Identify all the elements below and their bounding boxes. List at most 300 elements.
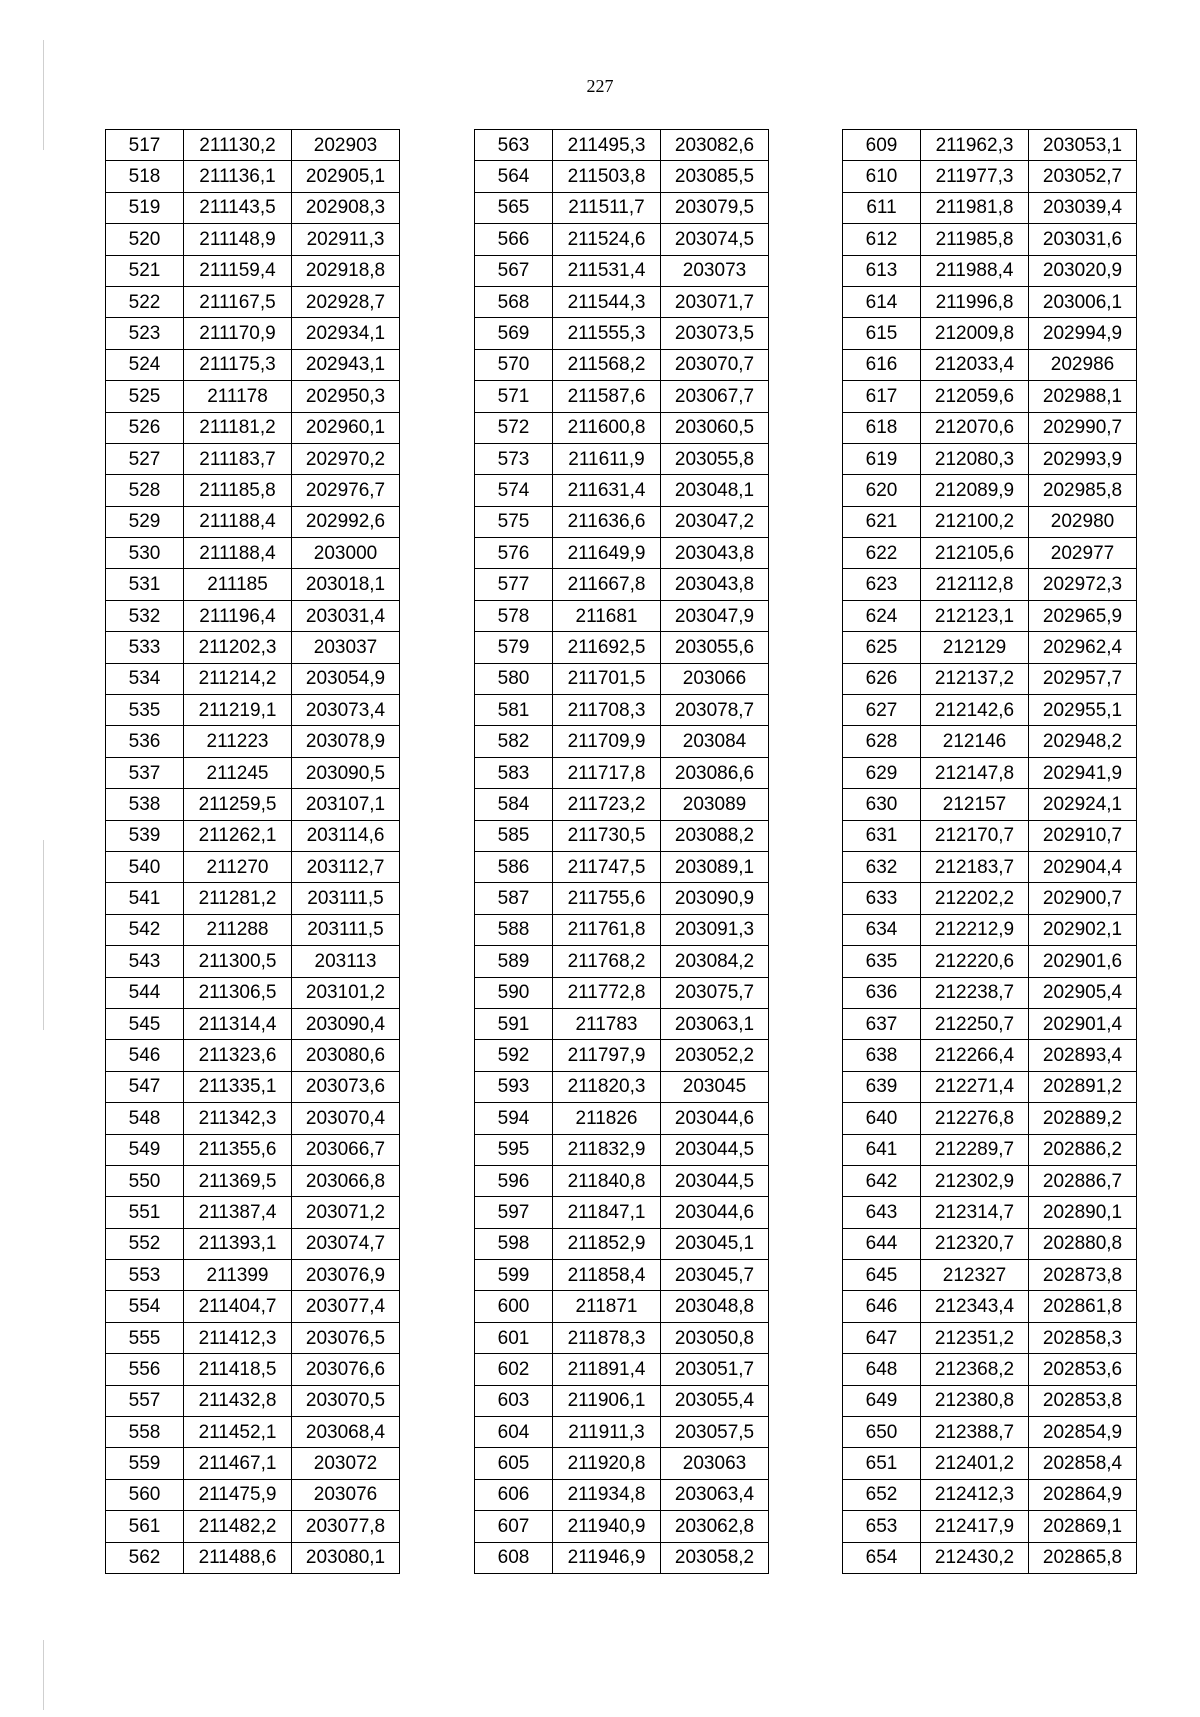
table-row <box>106 1385 400 1416</box>
x-coordinate-cell: 211826 <box>553 1103 661 1134</box>
table-row <box>843 1291 1137 1322</box>
y-coordinate-cell: 202886,2 <box>1029 1134 1137 1165</box>
point-number-cell: 587 <box>475 883 553 914</box>
x-coordinate-cell: 211708,3 <box>553 695 661 726</box>
point-number-cell: 590 <box>475 977 553 1008</box>
y-coordinate-cell: 203079,5 <box>661 192 769 223</box>
y-coordinate-cell: 203112,7 <box>292 851 400 882</box>
x-coordinate-cell: 212183,7 <box>921 851 1029 882</box>
y-coordinate-cell: 202993,9 <box>1029 443 1137 474</box>
x-coordinate-cell: 211847,1 <box>553 1197 661 1228</box>
table-row <box>843 349 1137 380</box>
y-coordinate-cell: 202957,7 <box>1029 663 1137 694</box>
point-number-cell: 623 <box>843 569 921 600</box>
y-coordinate-cell: 203066 <box>661 663 769 694</box>
point-number-cell: 548 <box>106 1103 184 1134</box>
point-number-cell: 572 <box>475 412 553 443</box>
point-number-cell: 619 <box>843 443 921 474</box>
y-coordinate-cell: 202905,1 <box>292 161 400 192</box>
point-number-cell: 647 <box>843 1322 921 1353</box>
point-number-cell: 518 <box>106 161 184 192</box>
x-coordinate-cell: 211196,4 <box>184 600 292 631</box>
x-coordinate-cell: 211314,4 <box>184 1008 292 1039</box>
x-coordinate-cell: 212238,7 <box>921 977 1029 1008</box>
x-coordinate-cell: 211143,5 <box>184 192 292 223</box>
y-coordinate-cell: 202902,1 <box>1029 914 1137 945</box>
table-row <box>106 600 400 631</box>
point-number-cell: 622 <box>843 538 921 569</box>
y-coordinate-cell: 202861,8 <box>1029 1291 1137 1322</box>
point-number-cell: 539 <box>106 820 184 851</box>
point-number-cell: 625 <box>843 632 921 663</box>
x-coordinate-cell: 212327 <box>921 1260 1029 1291</box>
y-coordinate-cell: 202908,3 <box>292 192 400 223</box>
point-number-cell: 588 <box>475 914 553 945</box>
point-number-cell: 550 <box>106 1165 184 1196</box>
y-coordinate-cell: 203047,2 <box>661 506 769 537</box>
x-coordinate-cell: 211170,9 <box>184 318 292 349</box>
x-coordinate-cell: 211335,1 <box>184 1071 292 1102</box>
table-row <box>475 1385 769 1416</box>
table-row <box>843 695 1137 726</box>
y-coordinate-cell: 203084 <box>661 726 769 757</box>
point-number-cell: 557 <box>106 1385 184 1416</box>
x-coordinate-cell: 212351,2 <box>921 1322 1029 1353</box>
x-coordinate-cell: 211188,4 <box>184 538 292 569</box>
point-number-cell: 642 <box>843 1165 921 1196</box>
x-coordinate-cell: 211130,2 <box>184 130 292 161</box>
table-row <box>475 1448 769 1479</box>
y-coordinate-cell: 203073,5 <box>661 318 769 349</box>
y-coordinate-cell: 202948,2 <box>1029 726 1137 757</box>
table-row <box>843 1354 1137 1385</box>
y-coordinate-cell: 203111,5 <box>292 883 400 914</box>
table-row <box>106 1448 400 1479</box>
point-number-cell: 544 <box>106 977 184 1008</box>
y-coordinate-cell: 202943,1 <box>292 349 400 380</box>
x-coordinate-cell: 211636,6 <box>553 506 661 537</box>
point-number-cell: 634 <box>843 914 921 945</box>
x-coordinate-cell: 212170,7 <box>921 820 1029 851</box>
x-coordinate-cell: 211667,8 <box>553 569 661 600</box>
x-coordinate-cell: 211996,8 <box>921 286 1029 317</box>
table-row <box>106 1165 400 1196</box>
table-row <box>843 443 1137 474</box>
y-coordinate-cell: 203043,8 <box>661 569 769 600</box>
point-number-cell: 562 <box>106 1542 184 1573</box>
y-coordinate-cell: 203000 <box>292 538 400 569</box>
x-coordinate-cell: 211387,4 <box>184 1197 292 1228</box>
x-coordinate-cell: 212202,2 <box>921 883 1029 914</box>
point-number-cell: 554 <box>106 1291 184 1322</box>
y-coordinate-cell: 203071,7 <box>661 286 769 317</box>
point-number-cell: 573 <box>475 443 553 474</box>
x-coordinate-cell: 212271,4 <box>921 1071 1029 1102</box>
point-number-cell: 614 <box>843 286 921 317</box>
x-coordinate-cell: 211797,9 <box>553 1040 661 1071</box>
point-number-cell: 565 <box>475 192 553 223</box>
point-number-cell: 601 <box>475 1322 553 1353</box>
point-number-cell: 579 <box>475 632 553 663</box>
table-row <box>475 977 769 1008</box>
point-number-cell: 545 <box>106 1008 184 1039</box>
page-number: 227 <box>586 76 614 96</box>
y-coordinate-cell: 203073 <box>661 255 769 286</box>
table-row <box>843 977 1137 1008</box>
table-row <box>106 789 400 820</box>
point-number-cell: 639 <box>843 1071 921 1102</box>
x-coordinate-cell: 211906,1 <box>553 1385 661 1416</box>
x-coordinate-cell: 211692,5 <box>553 632 661 663</box>
y-coordinate-cell: 202972,3 <box>1029 569 1137 600</box>
y-coordinate-cell: 203090,4 <box>292 1008 400 1039</box>
y-coordinate-cell: 203090,9 <box>661 883 769 914</box>
y-coordinate-cell: 203070,7 <box>661 349 769 380</box>
table-row <box>475 381 769 412</box>
x-coordinate-cell: 212430,2 <box>921 1542 1029 1573</box>
table-row <box>843 412 1137 443</box>
table-row <box>843 1448 1137 1479</box>
point-number-cell: 621 <box>843 506 921 537</box>
table-row <box>843 286 1137 317</box>
x-coordinate-cell: 212266,4 <box>921 1040 1029 1071</box>
x-coordinate-cell: 211717,8 <box>553 757 661 788</box>
y-coordinate-cell: 202869,1 <box>1029 1511 1137 1542</box>
x-coordinate-cell: 211452,1 <box>184 1417 292 1448</box>
y-coordinate-cell: 203045,1 <box>661 1228 769 1259</box>
x-coordinate-cell: 212080,3 <box>921 443 1029 474</box>
table-row <box>475 632 769 663</box>
point-number-cell: 618 <box>843 412 921 443</box>
point-number-cell: 638 <box>843 1040 921 1071</box>
table-row <box>106 851 400 882</box>
x-coordinate-cell: 211730,5 <box>553 820 661 851</box>
y-coordinate-cell: 202965,9 <box>1029 600 1137 631</box>
table-row <box>106 569 400 600</box>
table-row <box>843 130 1137 161</box>
table-row <box>843 726 1137 757</box>
x-coordinate-cell: 211495,3 <box>553 130 661 161</box>
point-number-cell: 595 <box>475 1134 553 1165</box>
y-coordinate-cell: 203060,5 <box>661 412 769 443</box>
x-coordinate-cell: 211555,3 <box>553 318 661 349</box>
point-number-cell: 624 <box>843 600 921 631</box>
table-row <box>843 600 1137 631</box>
y-coordinate-cell: 203070,4 <box>292 1103 400 1134</box>
table-row <box>106 1071 400 1102</box>
y-coordinate-cell: 202941,9 <box>1029 757 1137 788</box>
x-coordinate-cell: 212123,1 <box>921 600 1029 631</box>
coordinates-table-3 <box>842 129 1137 1574</box>
y-coordinate-cell: 202864,9 <box>1029 1479 1137 1510</box>
y-coordinate-cell: 202901,4 <box>1029 1008 1137 1039</box>
x-coordinate-cell: 211300,5 <box>184 946 292 977</box>
table-row <box>106 475 400 506</box>
x-coordinate-cell: 212368,2 <box>921 1354 1029 1385</box>
x-coordinate-cell: 212302,9 <box>921 1165 1029 1196</box>
table-row <box>475 161 769 192</box>
point-number-cell: 640 <box>843 1103 921 1134</box>
point-number-cell: 523 <box>106 318 184 349</box>
x-coordinate-cell: 211852,9 <box>553 1228 661 1259</box>
x-coordinate-cell: 212320,7 <box>921 1228 1029 1259</box>
table-row <box>475 1291 769 1322</box>
point-number-cell: 556 <box>106 1354 184 1385</box>
y-coordinate-cell: 203048,8 <box>661 1291 769 1322</box>
point-number-cell: 613 <box>843 255 921 286</box>
y-coordinate-cell: 203085,5 <box>661 161 769 192</box>
y-coordinate-cell: 203072 <box>292 1448 400 1479</box>
table-row <box>106 1103 400 1134</box>
y-coordinate-cell: 203076,5 <box>292 1322 400 1353</box>
table-row <box>475 1354 769 1385</box>
table-row <box>843 569 1137 600</box>
x-coordinate-cell: 212105,6 <box>921 538 1029 569</box>
y-coordinate-cell: 202990,7 <box>1029 412 1137 443</box>
table-row <box>475 695 769 726</box>
x-coordinate-cell: 212059,6 <box>921 381 1029 412</box>
y-coordinate-cell: 202985,8 <box>1029 475 1137 506</box>
table-row <box>475 349 769 380</box>
table-row <box>475 1511 769 1542</box>
table-row <box>475 1103 769 1134</box>
y-coordinate-cell: 203051,7 <box>661 1354 769 1385</box>
table-row <box>475 789 769 820</box>
x-coordinate-cell: 211223 <box>184 726 292 757</box>
y-coordinate-cell: 203078,7 <box>661 695 769 726</box>
table-row <box>475 1197 769 1228</box>
point-number-cell: 537 <box>106 757 184 788</box>
y-coordinate-cell: 203089,1 <box>661 851 769 882</box>
y-coordinate-cell: 203091,3 <box>661 914 769 945</box>
x-coordinate-cell: 211772,8 <box>553 977 661 1008</box>
point-number-cell: 520 <box>106 224 184 255</box>
x-coordinate-cell: 211985,8 <box>921 224 1029 255</box>
x-coordinate-cell: 211600,8 <box>553 412 661 443</box>
point-number-cell: 593 <box>475 1071 553 1102</box>
point-number-cell: 598 <box>475 1228 553 1259</box>
y-coordinate-cell: 203063,4 <box>661 1479 769 1510</box>
y-coordinate-cell: 203101,2 <box>292 977 400 1008</box>
table-row <box>843 1260 1137 1291</box>
point-number-cell: 540 <box>106 851 184 882</box>
point-number-cell: 584 <box>475 789 553 820</box>
y-coordinate-cell: 203107,1 <box>292 789 400 820</box>
table-row <box>475 1228 769 1259</box>
x-coordinate-cell: 211281,2 <box>184 883 292 914</box>
y-coordinate-cell: 203048,1 <box>661 475 769 506</box>
table-row <box>843 663 1137 694</box>
point-number-cell: 603 <box>475 1385 553 1416</box>
y-coordinate-cell: 202955,1 <box>1029 695 1137 726</box>
table-row <box>106 224 400 255</box>
y-coordinate-cell: 203088,2 <box>661 820 769 851</box>
table-row <box>475 192 769 223</box>
table-row <box>475 1134 769 1165</box>
table-row <box>106 977 400 1008</box>
point-number-cell: 631 <box>843 820 921 851</box>
table-row <box>475 946 769 977</box>
x-coordinate-cell: 211185,8 <box>184 475 292 506</box>
y-coordinate-cell: 203073,4 <box>292 695 400 726</box>
y-coordinate-cell: 202960,1 <box>292 412 400 443</box>
table-row <box>843 224 1137 255</box>
x-coordinate-cell: 211709,9 <box>553 726 661 757</box>
x-coordinate-cell: 211681 <box>553 600 661 631</box>
point-number-cell: 602 <box>475 1354 553 1385</box>
x-coordinate-cell: 212388,7 <box>921 1417 1029 1448</box>
point-number-cell: 612 <box>843 224 921 255</box>
y-coordinate-cell: 203086,6 <box>661 757 769 788</box>
point-number-cell: 585 <box>475 820 553 851</box>
table-row <box>106 443 400 474</box>
table-row <box>475 1165 769 1196</box>
point-number-cell: 567 <box>475 255 553 286</box>
x-coordinate-cell: 211940,9 <box>553 1511 661 1542</box>
x-coordinate-cell: 211393,1 <box>184 1228 292 1259</box>
point-number-cell: 564 <box>475 161 553 192</box>
table-row <box>106 1008 400 1039</box>
x-coordinate-cell: 212033,4 <box>921 349 1029 380</box>
table-row <box>843 632 1137 663</box>
table-row <box>475 600 769 631</box>
point-number-cell: 652 <box>843 1479 921 1510</box>
point-number-cell: 552 <box>106 1228 184 1259</box>
x-coordinate-cell: 212112,8 <box>921 569 1029 600</box>
y-coordinate-cell: 203063 <box>661 1448 769 1479</box>
table-row <box>106 192 400 223</box>
x-coordinate-cell: 211323,6 <box>184 1040 292 1071</box>
y-coordinate-cell: 203073,6 <box>292 1071 400 1102</box>
table-row <box>843 318 1137 349</box>
table-row <box>843 1511 1137 1542</box>
table-row <box>843 757 1137 788</box>
x-coordinate-cell: 211270 <box>184 851 292 882</box>
point-number-cell: 546 <box>106 1040 184 1071</box>
point-number-cell: 609 <box>843 130 921 161</box>
table-row <box>843 851 1137 882</box>
y-coordinate-cell: 202980 <box>1029 506 1137 537</box>
x-coordinate-cell: 211631,4 <box>553 475 661 506</box>
table-row <box>475 1040 769 1071</box>
x-coordinate-cell: 212220,6 <box>921 946 1029 977</box>
point-number-cell: 568 <box>475 286 553 317</box>
x-coordinate-cell: 211148,9 <box>184 224 292 255</box>
table-row <box>843 475 1137 506</box>
point-number-cell: 530 <box>106 538 184 569</box>
x-coordinate-cell: 211475,9 <box>184 1479 292 1510</box>
y-coordinate-cell: 203053,1 <box>1029 130 1137 161</box>
x-coordinate-cell: 212100,2 <box>921 506 1029 537</box>
x-coordinate-cell: 212380,8 <box>921 1385 1029 1416</box>
scan-line <box>43 1640 44 1710</box>
point-number-cell: 571 <box>475 381 553 412</box>
y-coordinate-cell: 202918,8 <box>292 255 400 286</box>
x-coordinate-cell: 211723,2 <box>553 789 661 820</box>
point-number-cell: 582 <box>475 726 553 757</box>
x-coordinate-cell: 211934,8 <box>553 1479 661 1510</box>
table-row <box>106 1291 400 1322</box>
y-coordinate-cell: 202911,3 <box>292 224 400 255</box>
table-row <box>475 286 769 317</box>
table-row <box>475 883 769 914</box>
y-coordinate-cell: 203077,8 <box>292 1511 400 1542</box>
table-row <box>843 1071 1137 1102</box>
point-number-cell: 650 <box>843 1417 921 1448</box>
table-row <box>475 1417 769 1448</box>
x-coordinate-cell: 211783 <box>553 1008 661 1039</box>
table-row <box>843 1165 1137 1196</box>
point-number-cell: 534 <box>106 663 184 694</box>
x-coordinate-cell: 211920,8 <box>553 1448 661 1479</box>
table-row <box>106 1134 400 1165</box>
x-coordinate-cell: 211136,1 <box>184 161 292 192</box>
table-row <box>843 538 1137 569</box>
x-coordinate-cell: 211832,9 <box>553 1134 661 1165</box>
point-number-cell: 524 <box>106 349 184 380</box>
y-coordinate-cell: 203037 <box>292 632 400 663</box>
y-coordinate-cell: 203066,7 <box>292 1134 400 1165</box>
table-row <box>106 820 400 851</box>
x-coordinate-cell: 212289,7 <box>921 1134 1029 1165</box>
y-coordinate-cell: 203066,8 <box>292 1165 400 1196</box>
y-coordinate-cell: 203089 <box>661 789 769 820</box>
point-number-cell: 560 <box>106 1479 184 1510</box>
x-coordinate-cell: 211981,8 <box>921 192 1029 223</box>
point-number-cell: 633 <box>843 883 921 914</box>
table-row <box>475 1322 769 1353</box>
x-coordinate-cell: 211878,3 <box>553 1322 661 1353</box>
point-number-cell: 549 <box>106 1134 184 1165</box>
y-coordinate-cell: 203077,4 <box>292 1291 400 1322</box>
y-coordinate-cell: 203039,4 <box>1029 192 1137 223</box>
table-row <box>106 946 400 977</box>
table-row <box>475 569 769 600</box>
table-row <box>106 349 400 380</box>
scan-line <box>43 840 44 1030</box>
table-row <box>475 506 769 537</box>
table-row <box>475 1008 769 1039</box>
point-number-cell: 522 <box>106 286 184 317</box>
point-number-cell: 580 <box>475 663 553 694</box>
table-row <box>475 130 769 161</box>
point-number-cell: 570 <box>475 349 553 380</box>
x-coordinate-cell: 211412,3 <box>184 1322 292 1353</box>
table-row <box>843 1385 1137 1416</box>
y-coordinate-cell: 203062,8 <box>661 1511 769 1542</box>
table-row <box>843 946 1137 977</box>
x-coordinate-cell: 211820,3 <box>553 1071 661 1102</box>
coordinates-table-2 <box>474 129 769 1574</box>
x-coordinate-cell: 212146 <box>921 726 1029 757</box>
y-coordinate-cell: 202858,3 <box>1029 1322 1137 1353</box>
y-coordinate-cell: 203043,8 <box>661 538 769 569</box>
table-row <box>475 820 769 851</box>
point-number-cell: 607 <box>475 1511 553 1542</box>
y-coordinate-cell: 202910,7 <box>1029 820 1137 851</box>
y-coordinate-cell: 202853,6 <box>1029 1354 1137 1385</box>
x-coordinate-cell: 211544,3 <box>553 286 661 317</box>
table-row <box>843 506 1137 537</box>
y-coordinate-cell: 203076,6 <box>292 1354 400 1385</box>
point-number-cell: 553 <box>106 1260 184 1291</box>
point-number-cell: 542 <box>106 914 184 945</box>
table-row <box>106 632 400 663</box>
table-row <box>475 851 769 882</box>
table-row <box>106 506 400 537</box>
x-coordinate-cell: 212147,8 <box>921 757 1029 788</box>
y-coordinate-cell: 202858,4 <box>1029 1448 1137 1479</box>
